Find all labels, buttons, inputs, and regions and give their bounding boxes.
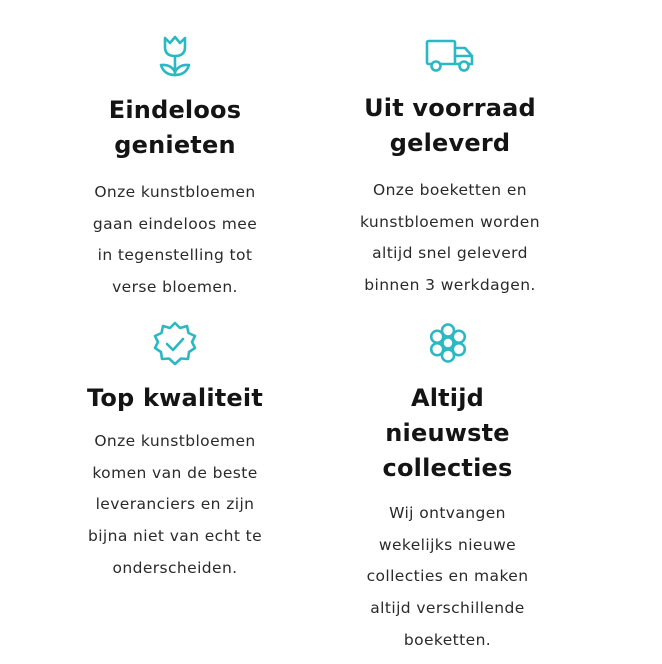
feature-title-line: genieten (114, 131, 236, 159)
feature-title-line: Uit voorraad (364, 94, 536, 122)
feature-title-line: Eindeloos (108, 96, 242, 124)
flower-icon (427, 322, 469, 364)
feature-title-line: Altijd (410, 384, 485, 412)
feature-text-line: verse bloemen. (112, 278, 238, 297)
feature-text-line: altijd verschillende (370, 599, 525, 618)
feature-text-line: binnen 3 werkdagen. (364, 276, 536, 295)
feature-text-line: Wij ontvangen (389, 504, 506, 522)
feature-top-quality (70, 320, 280, 585)
feature-text-line: leveranciers en zijn (95, 495, 255, 514)
feature-text-line: altijd snel geleverd (372, 244, 528, 263)
feature-text-line: komen van de beste (92, 463, 258, 482)
feature-endless-enjoyment (70, 34, 280, 304)
feature-title-line: Top kwaliteit (86, 384, 264, 412)
feature-text-line: Onze kunstbloemen (94, 432, 256, 450)
feature-text-line: collecties en maken (366, 567, 529, 586)
feature-text-line: onderscheiden. (112, 558, 238, 577)
feature-text-line: Onze boeketten en (372, 181, 528, 199)
feature-text-line: bijna niet van echt te (87, 527, 263, 546)
feature-text-line: kunstbloemen worden (360, 212, 540, 231)
tulip-icon (158, 34, 192, 78)
feature-newest-collections (345, 322, 550, 657)
feature-text-line: gaan eindeloos mee (92, 214, 258, 233)
feature-title-line: nieuwste (385, 419, 510, 447)
feature-text-line: in tegenstelling tot (97, 246, 253, 265)
feature-title-line: collecties (382, 454, 513, 482)
feature-text-line: boeketten. (403, 630, 492, 649)
feature-delivered-from-stock (340, 38, 560, 302)
feature-title-line: geleverd (389, 129, 511, 157)
feature-text-line: wekelijks nieuwe (378, 535, 517, 554)
feature-text-line: Onze kunstbloemen (94, 183, 256, 201)
quality-badge-check-icon (151, 320, 199, 368)
delivery-truck-icon (424, 38, 476, 74)
